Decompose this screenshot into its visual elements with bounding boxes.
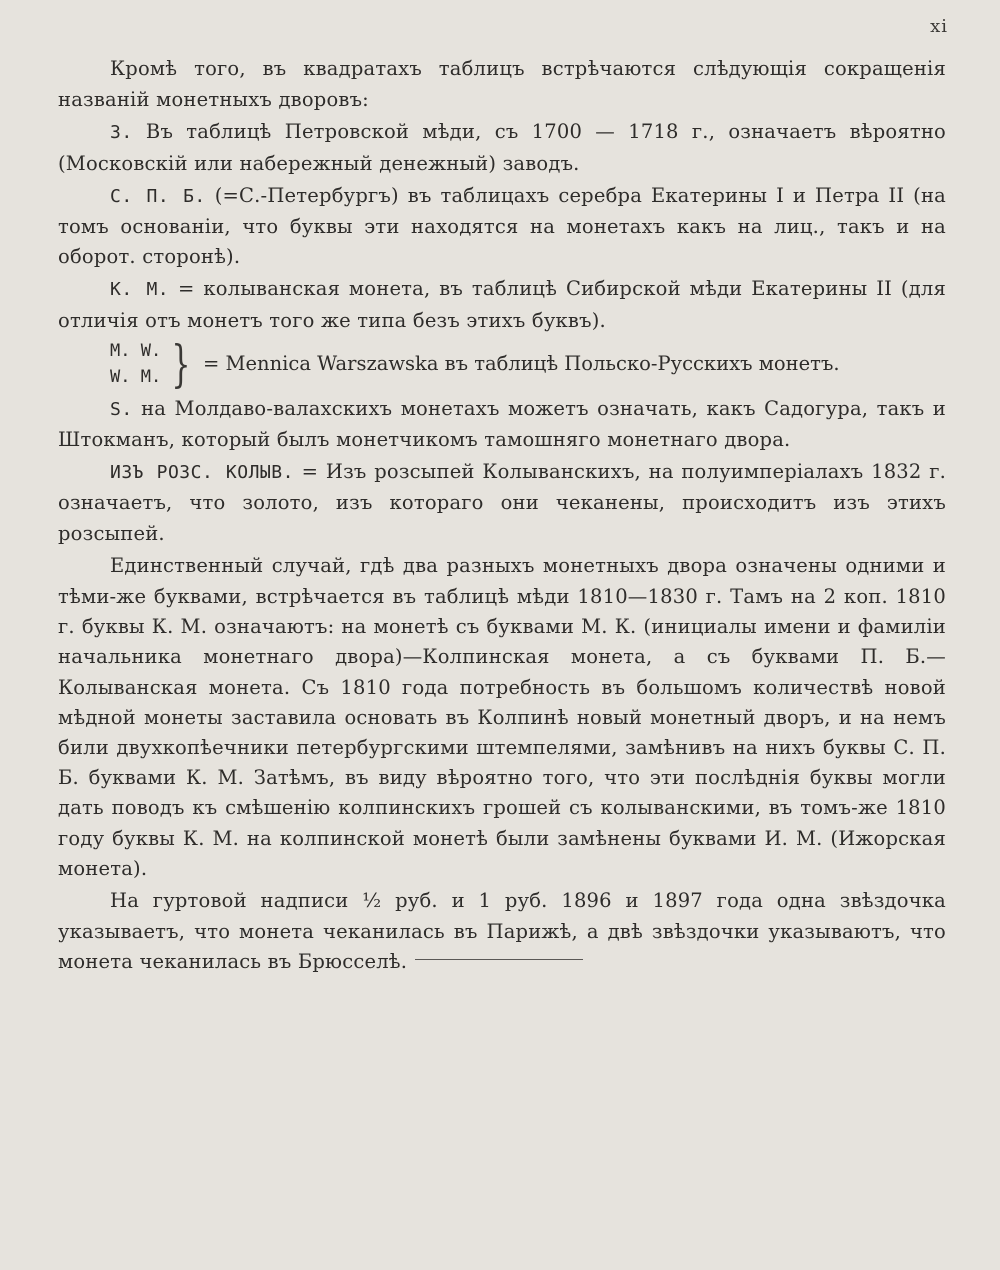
paragraph-lead: S.	[110, 398, 133, 420]
paragraph-lead: ИЗЪ РОЗС. КОЛЫВ.	[110, 462, 294, 484]
paragraph-text: (=С.-Петербургъ) въ таблицахъ серебра Екатерины I и Петра II (на томъ основаніи, что буквы эти находятся на монетахъ какъ на лиц., такъ и на оборот. сторонѣ).	[58, 183, 946, 269]
paragraph-z	[58, 117, 946, 178]
main-text	[58, 54, 946, 980]
page-number: xi	[930, 16, 948, 37]
brace-text: = Mennica Warszawska въ таблицѣ Польско-Русскихъ монетъ.	[203, 351, 840, 375]
paragraph-text: Кромѣ того, въ квадратахъ таблицъ встрѣчаются слѣдующія сокращенія названій монетныхъ дворовъ:	[58, 57, 946, 112]
curly-brace-icon: }	[171, 334, 191, 393]
paragraph-edge	[58, 886, 946, 978]
paragraph-text: Въ таблицѣ Петровской мѣди, съ 1700 — 1718 г., означаетъ вѣроятно (Московскій или набережный денежный) заводъ.	[58, 120, 946, 175]
paragraph-text: на Молдаво-валахскихъ монетахъ можетъ означать, какъ Садогура, такъ и Штокманъ, который былъ монетчикомъ тамошняго монетнаго двора.	[58, 396, 946, 452]
paragraph-rozs	[58, 457, 946, 549]
paragraph-lead: С. П. Б.	[110, 185, 206, 207]
paragraph-text: На гуртовой надписи ½ руб. и 1 руб. 1896 и 1897 года одна звѣздочка указываетъ, что монета чеканилась въ Парижѣ, а двѣ звѣздочки указываютъ, что монета чеканилась въ Брюсселѣ.	[58, 889, 946, 974]
paragraph-spb	[58, 181, 946, 273]
paragraph-lead: З.	[110, 122, 133, 144]
section-divider	[415, 959, 583, 960]
brace-block	[110, 334, 946, 393]
paragraph-s	[58, 394, 946, 455]
paragraph-lead: К. М.	[110, 279, 170, 301]
paragraph-text: = колыванская монета, въ таблицѣ Сибирской мѣди Екатерины II (для отличія отъ монетъ того же типа безъ этихъ буквъ).	[58, 277, 946, 332]
paragraph-text: = Изъ розсыпей Колыванскихъ, на полуимперіалахъ 1832 г. означаетъ, что золото, изъ котораго они чеканены, происходитъ изъ этихъ розсыпей.	[58, 460, 947, 545]
paragraph-text: Единственный случай, гдѣ два разныхъ монетныхъ двора означены одними и тѣми-же буквами, встрѣчается въ таблицѣ мѣди 1810—1830 г. Тамъ на 2 коп. 1810 г. буквы К. М. означаютъ: на монетѣ съ буквами М. К. (инициалы имени и фамиліи начальника монетнаго двора)—Колпинская монета, а съ буквами П. Б.—Колыванская монета. Съ 1810 года потребность въ большомъ количествѣ новой мѣдной монеты заставила основать въ Колпинѣ новый монетный дворъ, и на немъ били двухкопѣечники петербургскими штемпелями, замѣнивъ на нихъ буквы С. П. Б. буквами К. М. Затѣмъ, въ виду вѣроятно того, что эти послѣднія буквы могли дать поводъ къ смѣшенію колпинскихъ грошей съ колыванскими, въ томъ-же 1810 году буквы К. М. на колпинской монетѣ были замѣнены буквами И. М. (Ижорская монета).	[58, 553, 946, 880]
paragraph-single-case	[58, 551, 946, 884]
brace-abbreviations	[110, 338, 161, 390]
brace-line-2: W. M.	[110, 366, 162, 387]
brace-line-1: M. W.	[110, 340, 162, 361]
paragraph-intro	[58, 54, 946, 115]
paragraph-km	[58, 274, 946, 335]
